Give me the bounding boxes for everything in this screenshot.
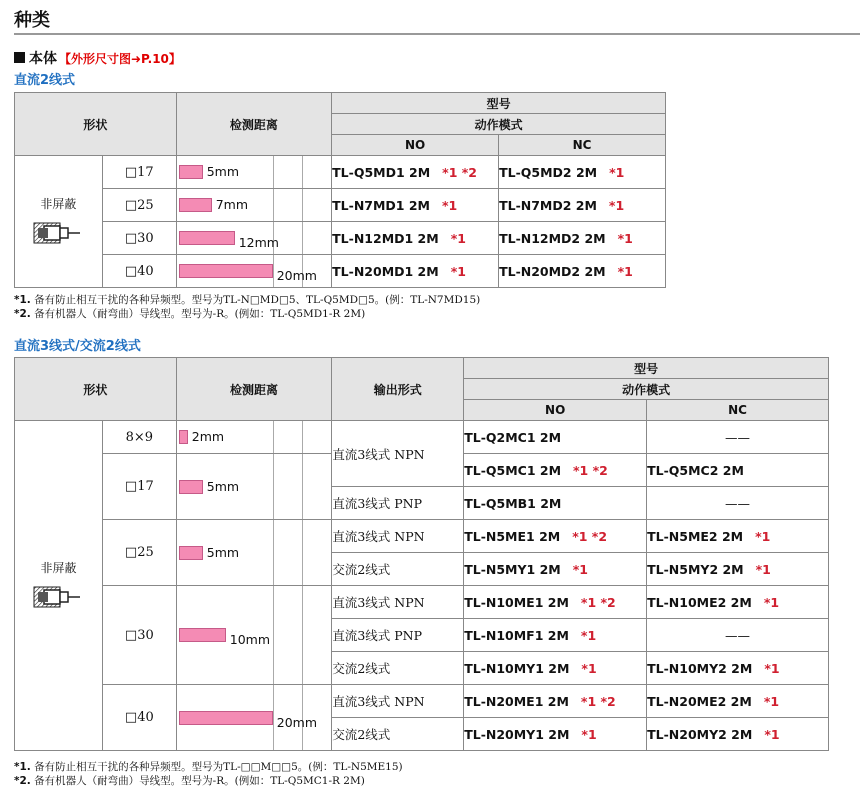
model-no-cell <box>464 718 647 751</box>
note-text: 备有防止相互干扰的各种异频型。型号为TL-□□M□□5。(例：TL-N5ME15) <box>34 761 403 773</box>
distance-bar <box>179 430 188 444</box>
output-type-cell: 直流3线式 NPN <box>332 421 464 487</box>
footnote-marks: *1 *2 <box>442 164 477 180</box>
grid-line <box>302 586 303 684</box>
header-no: NO <box>464 400 647 421</box>
shape-cell <box>15 156 103 288</box>
distance-bar-area <box>177 586 332 684</box>
model-number[interactable]: TL-N20ME2 2M <box>647 693 752 709</box>
distance-bar-area <box>177 520 332 585</box>
distance-bar-area <box>177 255 331 287</box>
note-mark: *2. <box>14 308 31 320</box>
note-mark: *1. <box>14 294 31 306</box>
header-distance: 检测距离 <box>176 93 331 156</box>
table2 <box>14 357 829 751</box>
footnote-marks: *1 <box>617 230 633 246</box>
distance-cell <box>176 520 332 586</box>
model-no-cell <box>332 222 499 255</box>
grid-line <box>273 156 274 188</box>
distance-bar <box>179 546 203 560</box>
table2-note-1 <box>14 759 403 774</box>
shape-label: 非屏蔽 <box>40 561 77 575</box>
model-number[interactable]: TL-Q5MD2 2M <box>499 164 598 180</box>
model-number[interactable]: TL-Q5MC1 2M <box>464 462 562 478</box>
output-type-cell: 直流3线式 PNP <box>332 619 464 652</box>
table-row <box>15 520 829 553</box>
footnote-marks: *1 <box>580 627 597 643</box>
model-number[interactable]: TL-N20ME1 2M <box>464 693 569 709</box>
distance-label: 20mm <box>276 268 317 283</box>
size-cell: □40 <box>102 685 176 751</box>
model-number[interactable]: TL-N5MY2 2M <box>647 561 744 577</box>
table-row <box>15 222 666 255</box>
grid-line <box>302 454 303 519</box>
grid-line <box>273 454 274 519</box>
output-type-cell: 交流2线式 <box>332 718 464 751</box>
footnote-marks: *1 <box>763 693 780 709</box>
distance-cell <box>176 222 331 255</box>
footnote-marks: *1 <box>755 528 771 544</box>
header-no: NO <box>332 135 499 156</box>
model-number[interactable]: TL-N10MY2 2M <box>647 660 753 676</box>
model-number[interactable]: TL-Q2MC1 2M <box>464 429 562 445</box>
page-title: 种类 <box>14 10 50 31</box>
size-cell: □30 <box>102 586 176 685</box>
header-shape: 形状 <box>15 358 177 421</box>
proximity-sensor-icon <box>32 218 84 248</box>
size-cell: □30 <box>102 222 176 255</box>
footnote-marks: *1 <box>609 164 625 180</box>
header-output: 输出形式 <box>332 358 464 421</box>
model-no-cell <box>464 520 647 553</box>
header-model: 型号 <box>332 93 666 114</box>
grid-line <box>273 189 274 221</box>
model-no-cell <box>464 685 647 718</box>
header-nc: NC <box>499 135 666 156</box>
square-bullet-icon <box>14 52 25 63</box>
footnote-marks: *1 <box>617 263 633 279</box>
distance-label: 10mm <box>229 632 271 647</box>
model-nc-cell <box>499 189 666 222</box>
footnote-marks: *1 <box>608 197 625 213</box>
model-number[interactable]: TL-N20MD2 2M <box>499 263 606 279</box>
distance-bar <box>179 198 212 212</box>
model-number[interactable]: —— <box>725 429 751 445</box>
grid-line <box>302 520 303 585</box>
model-nc-cell <box>647 520 829 553</box>
footnote-marks: *1 *2 <box>573 462 608 478</box>
distance-label: 5mm <box>206 164 239 179</box>
model-nc-cell <box>647 421 829 454</box>
grid-line <box>302 156 303 188</box>
header-mode: 动作模式 <box>464 379 829 400</box>
table1-caption: 直流2线式 <box>14 73 76 88</box>
distance-bar <box>179 628 226 642</box>
model-number[interactable]: TL-N20MY2 2M <box>647 726 753 742</box>
model-no-cell <box>332 156 499 189</box>
header-mode: 动作模式 <box>332 114 666 135</box>
distance-bar-area <box>177 222 331 254</box>
distance-bar-area <box>177 454 332 519</box>
model-nc-cell <box>647 685 829 718</box>
model-nc-cell <box>499 255 666 288</box>
model-nc-cell <box>647 487 829 520</box>
size-cell: 8×9 <box>102 421 176 454</box>
distance-bar <box>179 264 273 278</box>
note-mark: *1. <box>14 761 31 773</box>
dimension-reference-link[interactable]: 【外形尺寸图➜P.10】 <box>59 52 181 66</box>
distance-bar <box>179 480 203 494</box>
section-heading-label: 本体 <box>29 51 57 67</box>
table1-note-2 <box>14 306 365 321</box>
table-row <box>15 586 829 619</box>
table1-note-1 <box>14 292 480 307</box>
header-distance: 检测距离 <box>176 358 332 421</box>
footnote-marks: *1 <box>763 594 780 610</box>
header-model: 型号 <box>464 358 829 379</box>
distance-cell <box>176 685 332 751</box>
output-type-cell: 直流3线式 NPN <box>332 685 464 718</box>
grid-line <box>302 421 303 453</box>
size-cell: □25 <box>102 189 176 222</box>
model-number[interactable]: TL-Q5MD1 2M <box>332 164 431 180</box>
unshielded-shape <box>15 195 102 248</box>
distance-cell <box>176 156 331 189</box>
distance-bar <box>179 231 235 245</box>
model-number[interactable]: TL-N10ME1 2M <box>464 594 569 610</box>
footnote-marks: *1 <box>764 726 780 742</box>
note-text: 备有机器人（耐弯曲）导线型。型号为-R。(例如：TL-Q5MD1-R 2M) <box>34 308 366 320</box>
model-number[interactable]: TL-N20MD1 2M <box>332 263 439 279</box>
model-number[interactable]: TL-N7MD1 2M <box>332 197 430 213</box>
model-number[interactable]: TL-N10ME2 2M <box>647 594 752 610</box>
footnote-marks: *1 *2 <box>580 594 616 610</box>
model-nc-cell <box>647 619 829 652</box>
model-number[interactable]: TL-N7MD2 2M <box>499 197 597 213</box>
model-nc-cell <box>647 652 829 685</box>
distance-label: 20mm <box>276 714 318 730</box>
unshielded-shape <box>15 559 102 612</box>
model-number[interactable]: TL-N12MD2 2M <box>499 230 606 246</box>
size-cell: □17 <box>102 454 176 520</box>
model-nc-cell <box>647 553 829 586</box>
table-row <box>15 156 666 189</box>
section-heading <box>14 48 181 68</box>
distance-bar-area <box>177 156 331 188</box>
model-no-cell <box>464 652 647 685</box>
note-text: 备有防止相互干扰的各种异频型。型号为TL-N□MD□5、TL-Q5MD□5。(例：TL-N7MD15) <box>34 294 481 306</box>
grid-line <box>273 520 274 585</box>
size-cell: □40 <box>102 255 176 288</box>
model-number[interactable]: TL-N10MF1 2M <box>464 627 569 643</box>
distance-bar <box>179 711 273 725</box>
model-number[interactable]: TL-N5MY1 2M <box>464 561 561 577</box>
header-shape: 形状 <box>15 93 177 156</box>
grid-line <box>302 222 303 254</box>
table2-caption: 直流3线式/交流2线式 <box>14 339 141 354</box>
table-row <box>15 421 829 454</box>
distance-cell <box>176 421 332 454</box>
distance-bar <box>179 165 203 179</box>
model-number[interactable]: TL-N20MY1 2M <box>464 726 570 742</box>
grid-line <box>302 189 303 221</box>
note-mark: *2. <box>14 775 31 787</box>
table-row <box>15 685 829 718</box>
header-nc: NC <box>647 400 829 421</box>
output-type-cell: 交流2线式 <box>332 553 464 586</box>
output-type-cell: 直流3线式 PNP <box>332 487 464 520</box>
distance-cell <box>176 454 332 520</box>
grid-line <box>273 255 274 287</box>
shape-cell <box>15 421 103 751</box>
model-number[interactable]: TL-N5ME1 2M <box>464 528 561 544</box>
model-nc-cell <box>499 156 666 189</box>
footnote-marks: *1 <box>450 230 466 246</box>
footnote-marks: *1 <box>755 561 771 577</box>
footnote-marks: *1 <box>572 561 588 577</box>
footnote-marks: *1 *2 <box>572 528 608 544</box>
model-number[interactable]: TL-Q5MB1 2M <box>464 495 562 511</box>
distance-bar-area <box>177 189 331 221</box>
grid-line <box>273 685 274 750</box>
footnote-marks: *1 <box>450 263 466 279</box>
distance-label: 5mm <box>206 544 240 560</box>
output-type-cell: 交流2线式 <box>332 652 464 685</box>
model-number[interactable]: TL-Q5MC2 2M <box>647 462 744 478</box>
table1 <box>14 92 666 288</box>
footnote-marks: *1 <box>581 726 597 742</box>
distance-cell <box>176 586 332 685</box>
model-nc-cell <box>647 586 829 619</box>
size-cell: □25 <box>102 520 176 586</box>
model-number[interactable]: —— <box>725 627 751 643</box>
footnote-marks: *1 <box>581 660 597 676</box>
model-number[interactable]: TL-N12MD1 2M <box>332 230 439 246</box>
model-no-cell <box>464 586 647 619</box>
grid-line <box>273 421 274 453</box>
model-nc-cell <box>499 222 666 255</box>
model-no-cell <box>332 189 499 222</box>
model-no-cell <box>332 255 499 288</box>
distance-label: 5mm <box>206 478 240 494</box>
distance-label: 2mm <box>191 429 225 444</box>
distance-bar-area <box>177 685 332 750</box>
note-text: 备有机器人（耐弯曲）导线型。型号为-R。(例如：TL-Q5MC1-R 2M) <box>34 775 365 787</box>
distance-cell <box>176 189 331 222</box>
table2-note-2 <box>14 773 365 788</box>
distance-label: 7mm <box>215 197 248 212</box>
distance-label: 12mm <box>238 235 279 250</box>
output-type-cell: 直流3线式 NPN <box>332 586 464 619</box>
footnote-marks: *1 *2 <box>580 693 616 709</box>
distance-bar-area <box>177 421 332 453</box>
model-no-cell <box>464 421 647 454</box>
model-no-cell <box>464 454 647 487</box>
distance-cell <box>176 255 331 288</box>
model-no-cell <box>464 487 647 520</box>
title-divider <box>14 33 860 35</box>
model-nc-cell <box>647 718 829 751</box>
model-no-cell <box>464 553 647 586</box>
model-nc-cell <box>647 454 829 487</box>
model-number[interactable]: TL-N5ME2 2M <box>647 528 744 544</box>
shape-label: 非屏蔽 <box>40 197 77 211</box>
footnote-marks: *1 <box>764 660 780 676</box>
table-row <box>15 189 666 222</box>
table-row <box>15 255 666 288</box>
size-cell: □17 <box>102 156 176 189</box>
model-number[interactable]: TL-N10MY1 2M <box>464 660 570 676</box>
model-no-cell <box>464 619 647 652</box>
proximity-sensor-icon <box>32 582 84 612</box>
output-type-cell: 直流3线式 NPN <box>332 520 464 553</box>
model-number[interactable]: —— <box>725 495 751 511</box>
footnote-marks: *1 <box>442 197 458 213</box>
grid-line <box>273 586 274 684</box>
